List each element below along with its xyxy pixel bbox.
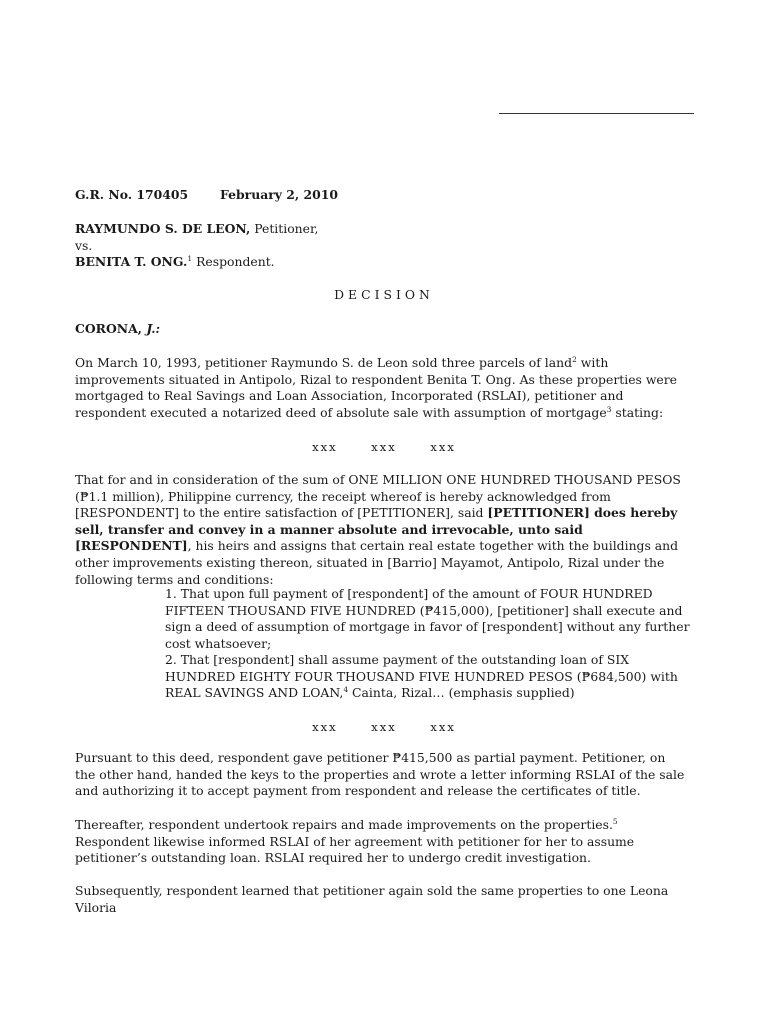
versus-line: vs. <box>75 237 93 253</box>
ponente-line <box>75 321 685 338</box>
decision-title: DECISION <box>334 287 434 302</box>
ponente-title: J.: <box>146 321 161 336</box>
ponente-name: CORONA, <box>75 321 147 336</box>
petitioner-role: Petitioner, <box>250 221 319 236</box>
condition-2-text-b: Cainta, Rizal… (emphasis supplied) <box>348 685 575 701</box>
condition-2-text-a: 2. That [respondent] shall assume payment of the outstanding loan of SIX HUNDRED EIGHTY FOUR THOUSAND FIVE HUNDRED PESOS (₱684,500) with REAL SAVINGS AND LOAN, <box>165 652 678 701</box>
deed-condition-1: 1. That upon full payment of [respondent] of the amount of FOUR HUNDRED FIFTEEN THOUSAND FIVE HUNDRED (₱415,000), [petitioner] shall execute and sign a deed of assumption of mortgage in favor of [respondent] without any further cost whatsoever; <box>165 586 690 651</box>
paragraph-4: Subsequently, respondent learned that petitioner again sold the same properties to one Leona Viloria <box>75 883 669 915</box>
paragraph-1-text-a: On March 10, 1993, petitioner Raymundo S. de Leon sold three parcels of land <box>75 355 573 370</box>
quote-text-b: , his heirs and assigns that certain real estate together with the buildings and other improvements existing thereon, situated in [Barrio] Mayamot, Antipolo, Rizal under the following terms and conditions: <box>75 538 679 587</box>
respondent-line <box>75 254 685 271</box>
respondent-name: BENITA T. ONG. <box>75 254 188 270</box>
quoted-deed <box>75 472 685 588</box>
footnote-ref[interactable]: 1 <box>187 254 193 264</box>
parties-block <box>75 221 685 271</box>
footnote-ref[interactable]: 4 <box>343 685 349 695</box>
ellipsis-marker: xxx xxx xxx <box>312 440 456 454</box>
footnote-ref[interactable]: 2 <box>572 354 577 364</box>
footnote-ref[interactable]: 5 <box>612 816 618 826</box>
paragraph-3-text-a: Thereafter, respondent undertook repairs and made improvements on the properties. <box>75 817 613 832</box>
footnote-ref[interactable]: 3 <box>606 404 612 414</box>
petitioner-name: RAYMUNDO S. DE LEON, <box>75 221 251 236</box>
quote-emphasis: [PETITIONER] does hereby sell, transfer and convey in a manner absolute and irrevocable, unto said [RESPONDENT] <box>75 505 678 554</box>
paragraph-1-text-c: stating: <box>611 404 664 420</box>
gr-number: G.R. No. 170405 <box>75 187 189 202</box>
decision-date: February 2, 2010 <box>220 187 339 202</box>
respondent-role: Respondent. <box>192 254 275 270</box>
quote-text-a: That for and in consideration of the sum of ONE MILLION ONE HUNDRED THOUSAND PESOS (₱1.1 million), Philippine currency, the receipt whereof is hereby acknowledged from [RESPONDENT] to the entire satisfaction of [PETITIONER], said <box>75 472 681 521</box>
paragraph-3-text-b: Respondent likewise informed RSLAI of her agreement with petitioner for her to assume petitioner’s outstanding loan. RSLAI required her to undergo credit investigation. <box>75 833 635 866</box>
paragraph-2: Pursuant to this deed, respondent gave petitioner ₱415,500 as partial payment. Petitioner, on the other hand, handed the keys to the properties and wrote a letter informing RSLAI of the sale and authorizing it to accept payment from respondent and release the certificates of title. <box>75 750 685 799</box>
deed-condition-2 <box>165 652 690 702</box>
petitioner-line <box>75 221 685 238</box>
ellipsis-marker: xxx xxx xxx <box>312 720 456 734</box>
paragraph-1 <box>75 355 685 421</box>
signature-rule <box>499 113 694 114</box>
paragraph-3 <box>75 817 685 867</box>
paragraph-1-text-b: with improvements situated in Antipolo, Rizal to respondent Benita T. Ong. As these properties were mortgaged to Real Savings and Loan Association, Incorporated (RSLAI), petitioner and respondent executed a notarized deed of absolute sale with assumption of mortgage <box>75 355 678 420</box>
case-heading <box>75 187 685 204</box>
